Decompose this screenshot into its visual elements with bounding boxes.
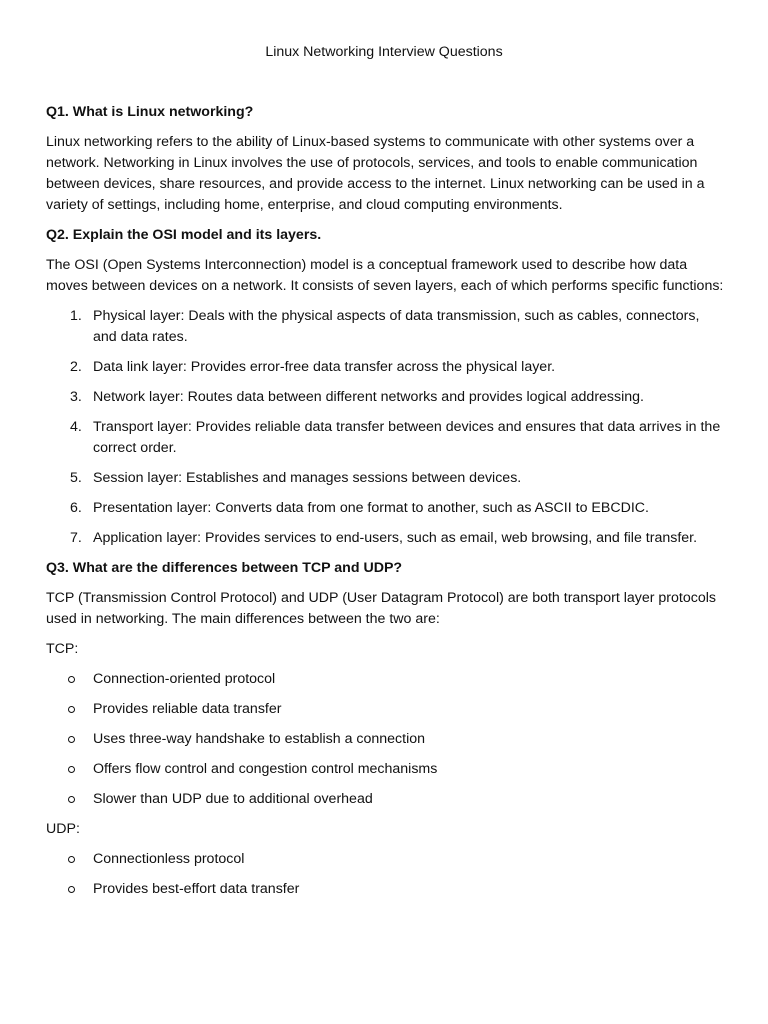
page-title: Linux Networking Interview Questions: [265, 44, 503, 60]
list-number: 7.: [70, 530, 82, 546]
list-item: [46, 879, 724, 900]
q3-intro: TCP (Transmission Control Protocol) and UDP (User Datagram Protocol) are both transport layer protocols used in networking. The main differences between the two are:: [46, 590, 716, 627]
list-item-text: Connectionless protocol: [93, 851, 245, 867]
list-item: [46, 357, 724, 378]
list-number: 4.: [70, 419, 82, 435]
list-item: [46, 468, 724, 489]
q1-heading: Q1. What is Linux networking?: [46, 104, 254, 120]
tcp-points-list: [46, 669, 724, 810]
list-item-text: Transport layer: Provides reliable data transfer between devices and ensures that data arrives in the correct order.: [93, 419, 721, 456]
q2-intro: The OSI (Open Systems Interconnection) model is a conceptual framework used to describe how data moves between devices on a network. It consists of seven layers, each of which performs specific functions:: [46, 257, 724, 294]
list-item-text: Data link layer: Provides error-free data transfer across the physical layer.: [93, 359, 556, 375]
list-item-text: Slower than UDP due to additional overhead: [93, 791, 373, 807]
q1-answer: Linux networking refers to the ability of Linux-based systems to communicate with other systems over a network. Networking in Linux involves the use of protocols, services, and tools to enable communication between devices, share resources, and provide access to the internet. Linux networking can be used in a variety of settings, including home, enterprise, and cloud computing environments.: [46, 134, 705, 213]
list-item-text: Physical layer: Deals with the physical aspects of data transmission, such as cables, connectors, and data rates.: [93, 308, 700, 345]
bullet-circle-icon: [68, 886, 75, 893]
list-item: [46, 759, 724, 780]
list-item: [46, 669, 724, 690]
bullet-circle-icon: [68, 796, 75, 803]
list-number: 1.: [70, 308, 82, 324]
udp-points-list: [46, 849, 724, 900]
list-item-text: Provides best-effort data transfer: [93, 881, 300, 897]
bullet-circle-icon: [68, 676, 75, 683]
list-item-text: Application layer: Provides services to end-users, such as email, web browsing, and file transfer.: [93, 530, 698, 546]
list-item: [46, 699, 724, 720]
list-item-text: Network layer: Routes data between different networks and provides logical addressing.: [93, 389, 644, 405]
q2-heading: Q2. Explain the OSI model and its layers.: [46, 227, 322, 243]
list-item-text: Uses three-way handshake to establish a connection: [93, 731, 426, 747]
list-number: 6.: [70, 500, 82, 516]
document-body: [46, 102, 724, 909]
bullet-circle-icon: [68, 706, 75, 713]
bullet-circle-icon: [68, 856, 75, 863]
tcp-label: TCP:: [46, 641, 79, 657]
list-item: [46, 849, 724, 870]
list-number: 5.: [70, 470, 82, 486]
bullet-circle-icon: [68, 736, 75, 743]
list-item: [46, 417, 724, 459]
q3-heading: Q3. What are the differences between TCP and UDP?: [46, 560, 403, 576]
list-item-text: Connection-oriented protocol: [93, 671, 276, 687]
list-item: [46, 528, 724, 549]
osi-layer-list: [46, 306, 724, 549]
list-item: [46, 498, 724, 519]
list-item-text: Presentation layer: Converts data from one format to another, such as ASCII to EBCDIC.: [93, 500, 649, 516]
list-item: [46, 387, 724, 408]
udp-label: UDP:: [46, 821, 80, 837]
list-item: [46, 306, 724, 348]
list-item: [46, 729, 724, 750]
list-item-text: Offers flow control and congestion control mechanisms: [93, 761, 438, 777]
list-number: 2.: [70, 359, 82, 375]
list-item-text: Session layer: Establishes and manages sessions between devices.: [93, 470, 522, 486]
list-item: [46, 789, 724, 810]
list-item-text: Provides reliable data transfer: [93, 701, 282, 717]
bullet-circle-icon: [68, 766, 75, 773]
list-number: 3.: [70, 389, 82, 405]
